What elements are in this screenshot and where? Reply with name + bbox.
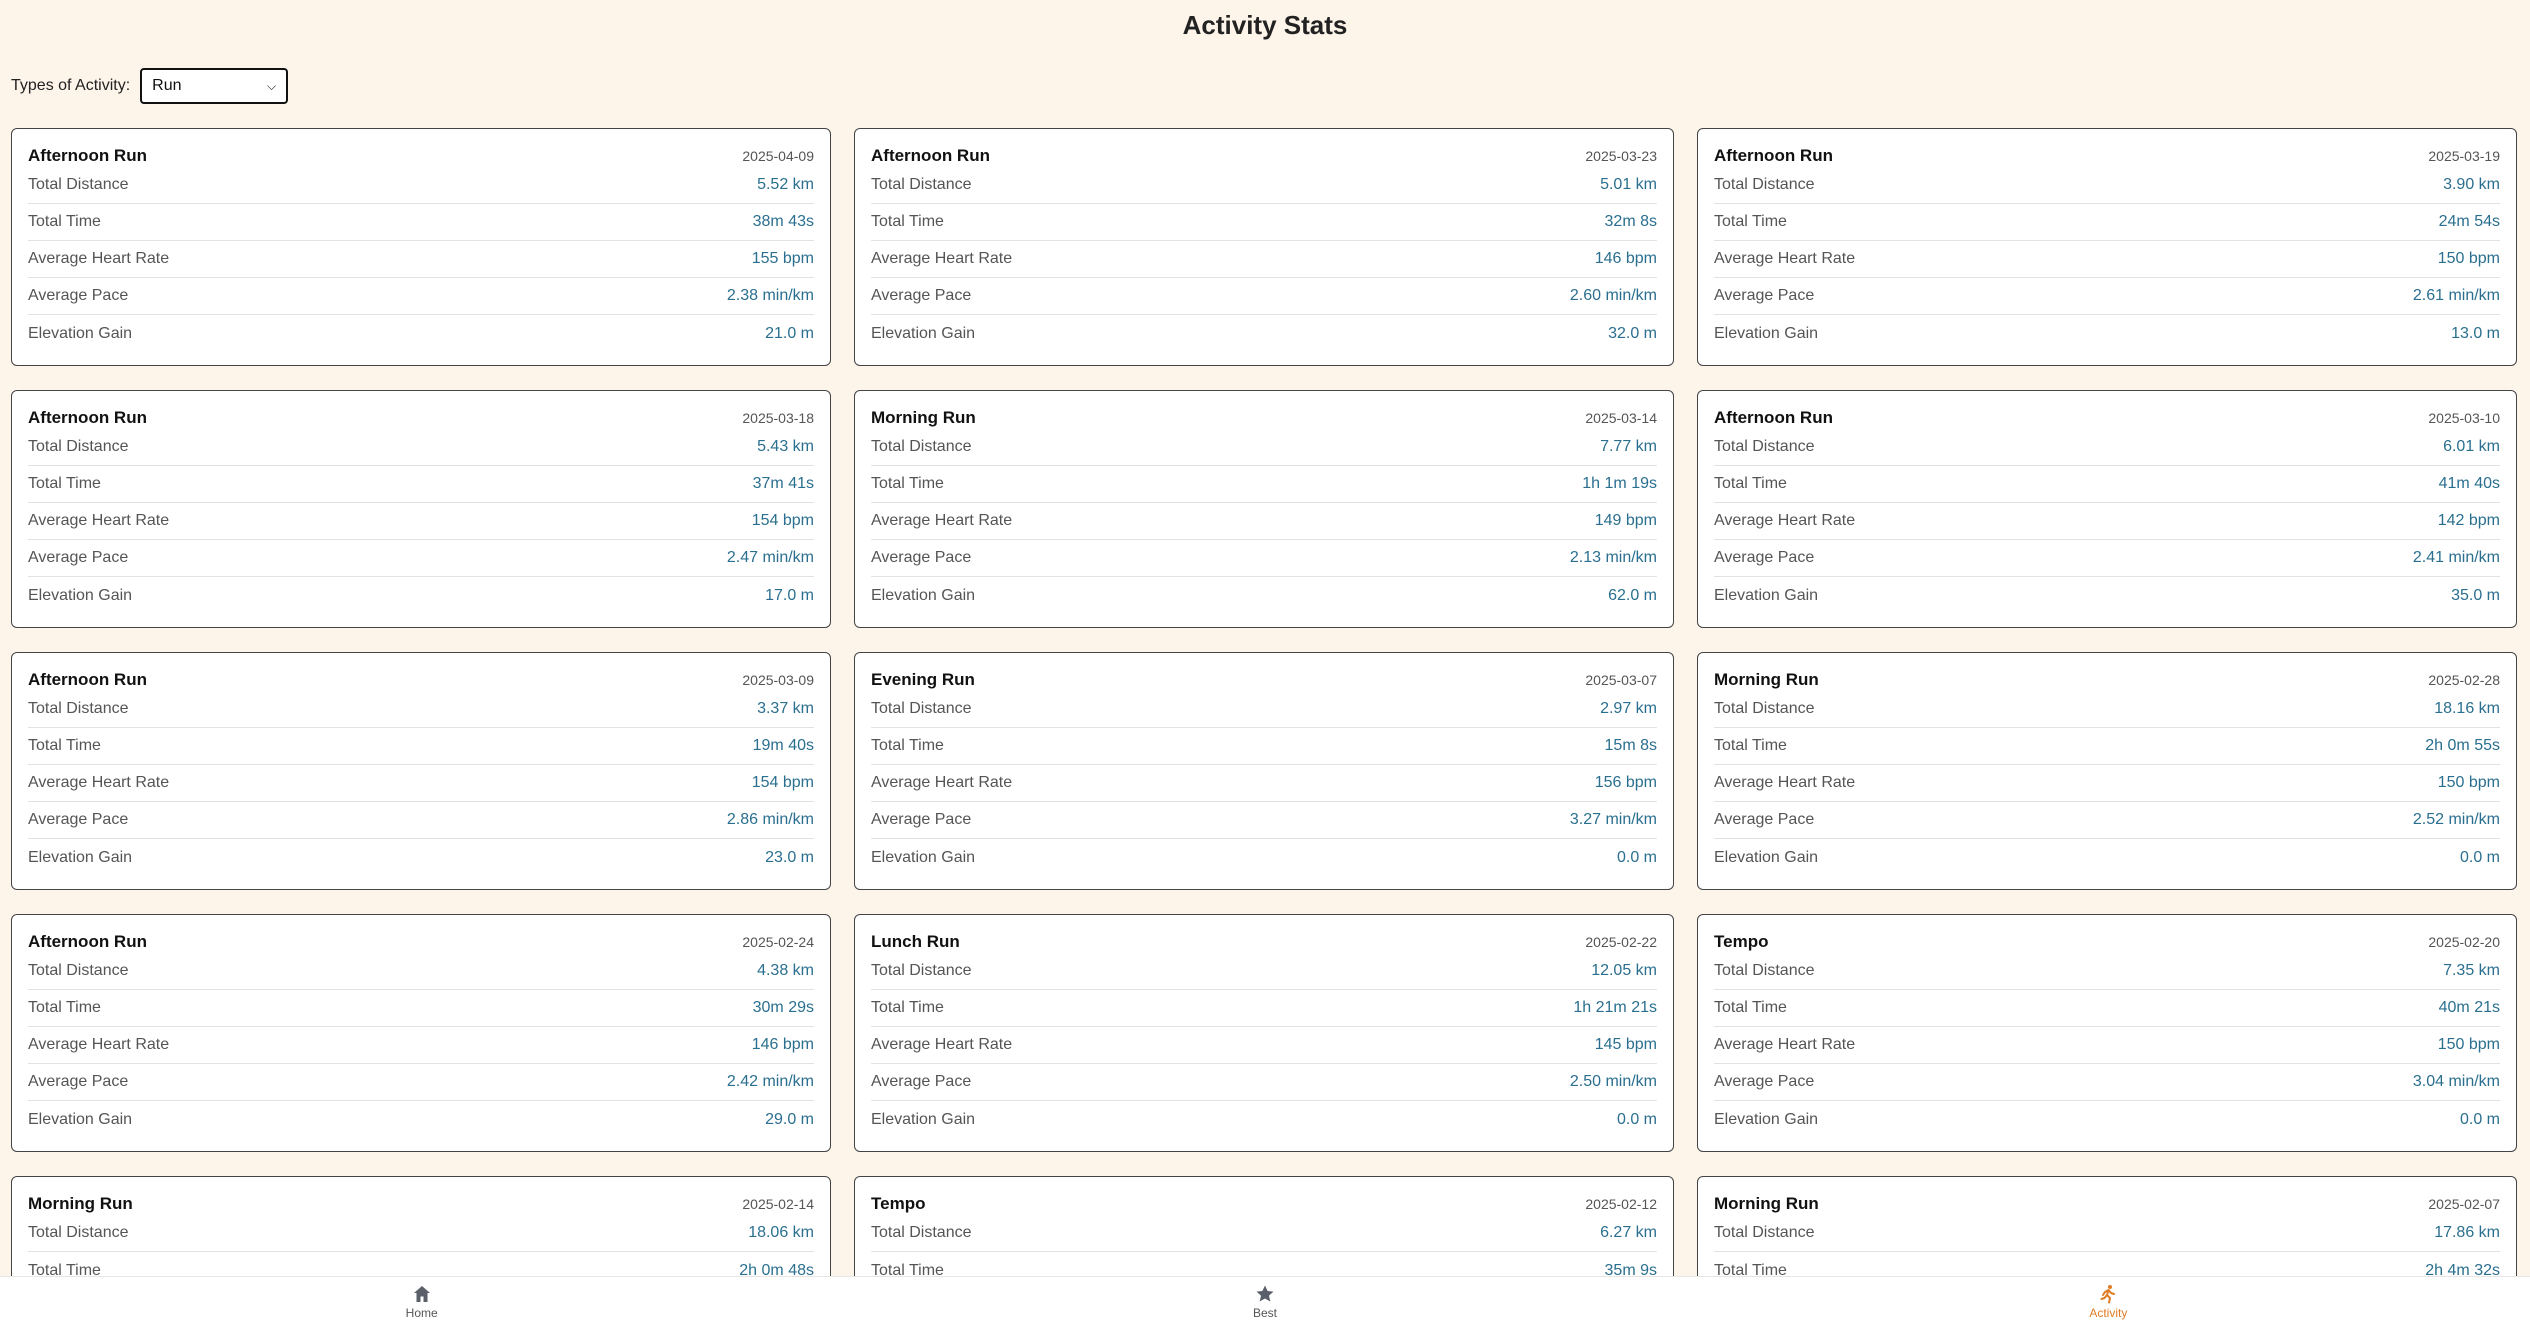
stat-value: 150 bpm	[2437, 774, 2500, 791]
stat-label: Total Distance	[28, 438, 129, 455]
stat-row-pace	[871, 278, 1657, 315]
activity-date: 2025-02-20	[2428, 934, 2500, 950]
stat-value: 13.0 m	[2451, 324, 2500, 342]
stat-row-time	[28, 204, 814, 241]
stat-label: Average Heart Rate	[871, 512, 1013, 529]
stat-value: 2h 4m 32s	[2425, 1261, 2500, 1276]
activity-title: Morning Run	[1714, 670, 1819, 689]
stat-value: 3.37 km	[757, 700, 814, 717]
activity-list[interactable]	[0, 128, 2530, 1276]
stat-label: Total Time	[28, 999, 101, 1016]
stat-row-heart-rate	[871, 1027, 1657, 1064]
nav-best-label: Best	[1252, 1305, 1277, 1320]
stat-row-elevation	[1714, 1101, 2500, 1138]
stat-row-pace	[1714, 1064, 2500, 1101]
stat-label: Average Heart Rate	[871, 774, 1013, 791]
stat-value: 149 bpm	[1594, 512, 1657, 529]
stat-label: Average Pace	[1714, 1073, 1815, 1090]
stat-label: Total Distance	[1714, 700, 1815, 717]
activity-date: 2025-02-24	[742, 934, 814, 950]
stat-value: 7.35 km	[2443, 962, 2500, 979]
stat-value: 2.47 min/km	[726, 549, 814, 566]
card-header	[871, 145, 1657, 167]
stat-row-heart-rate	[28, 1027, 814, 1064]
stat-row-time	[871, 990, 1657, 1027]
stat-value: 6.01 km	[2443, 438, 2500, 455]
stat-label: Total Distance	[1714, 962, 1815, 979]
stat-value: 2.13 min/km	[1569, 549, 1657, 566]
activity-card[interactable]	[11, 652, 831, 890]
activity-date: 2025-02-22	[1585, 934, 1657, 950]
card-header	[871, 669, 1657, 691]
stat-value: 35m 9s	[1604, 1261, 1657, 1276]
stat-row-heart-rate	[871, 503, 1657, 540]
stat-row-elevation	[28, 839, 814, 876]
stat-row-pace	[28, 278, 814, 315]
stat-label: Total Distance	[28, 176, 129, 193]
stat-row-distance	[28, 167, 814, 204]
stat-value: 156 bpm	[1594, 774, 1657, 791]
stat-value: 37m 41s	[752, 475, 814, 492]
activity-card[interactable]	[854, 652, 1674, 890]
activity-title: Morning Run	[871, 408, 976, 427]
stat-label: Elevation Gain	[871, 324, 976, 342]
stat-row-heart-rate	[1714, 241, 2500, 278]
stat-label: Average Pace	[28, 287, 129, 304]
stat-row-heart-rate	[871, 241, 1657, 278]
stat-label: Total Time	[1714, 1261, 1787, 1276]
stat-row-time	[1714, 466, 2500, 503]
stat-value: 12.05 km	[1591, 962, 1657, 979]
activity-card[interactable]	[11, 128, 831, 366]
card-header	[28, 669, 814, 691]
stat-value: 0.0 m	[1616, 1110, 1657, 1128]
card-header	[1714, 669, 2500, 691]
activity-date: 2025-03-14	[1585, 410, 1657, 426]
stat-label: Total Distance	[28, 962, 129, 979]
stat-label: Total Time	[871, 737, 944, 754]
activity-date: 2025-04-09	[742, 148, 814, 164]
stat-value: 2.41 min/km	[2412, 549, 2500, 566]
activity-title: Afternoon Run	[1714, 408, 1833, 427]
stat-row-pace	[1714, 540, 2500, 577]
stat-label: Total Distance	[871, 962, 972, 979]
card-header	[1714, 1193, 2500, 1215]
stat-label: Elevation Gain	[28, 324, 133, 342]
stat-label: Total Distance	[1714, 438, 1815, 455]
stat-value: 6.27 km	[1600, 1224, 1657, 1241]
stat-value: 1h 21m 21s	[1573, 999, 1657, 1016]
stat-row-distance	[871, 691, 1657, 728]
stat-row-pace	[1714, 278, 2500, 315]
activity-type-filter	[11, 68, 288, 104]
chevron-down-icon: ⌵	[267, 78, 277, 93]
stat-row-time	[871, 466, 1657, 503]
stat-row-pace	[871, 540, 1657, 577]
stat-value: 142 bpm	[2437, 512, 2500, 529]
stat-row-elevation	[1714, 577, 2500, 614]
activity-card[interactable]	[1697, 128, 2517, 366]
activity-card[interactable]	[11, 390, 831, 628]
stat-row-pace	[1714, 802, 2500, 839]
stat-row-distance	[1714, 1215, 2500, 1252]
activity-type-selected: Run	[152, 77, 182, 94]
activity-card[interactable]	[854, 914, 1674, 1152]
stat-label: Total Time	[1714, 475, 1787, 492]
stat-value: 5.01 km	[1600, 176, 1657, 193]
stat-value: 41m 40s	[2438, 475, 2500, 492]
card-header	[28, 407, 814, 429]
stat-row-distance	[1714, 953, 2500, 990]
stat-value: 2.50 min/km	[1569, 1073, 1657, 1090]
activity-title: Afternoon Run	[28, 408, 147, 427]
stat-label: Average Heart Rate	[28, 512, 170, 529]
stat-label: Total Time	[871, 213, 944, 230]
activity-type-select[interactable]	[140, 68, 288, 104]
page-title: Activity Stats	[1182, 10, 1348, 40]
stat-row-elevation	[871, 1101, 1657, 1138]
activity-card[interactable]	[854, 390, 1674, 628]
stat-value: 145 bpm	[1594, 1036, 1657, 1053]
stat-label: Total Time	[871, 475, 944, 492]
activity-title: Morning Run	[28, 1194, 133, 1213]
stat-row-elevation	[28, 315, 814, 352]
stat-label: Average Pace	[28, 811, 129, 828]
stat-value: 155 bpm	[751, 250, 814, 267]
nav-home[interactable]	[0, 1277, 843, 1326]
card-header	[28, 1193, 814, 1215]
stat-label: Total Distance	[871, 438, 972, 455]
activity-card[interactable]	[854, 128, 1674, 366]
stat-value: 24m 54s	[2438, 213, 2500, 230]
stat-row-distance	[871, 1215, 1657, 1252]
stat-row-elevation	[28, 1101, 814, 1138]
stat-label: Average Heart Rate	[1714, 774, 1856, 791]
stat-row-heart-rate	[1714, 765, 2500, 802]
stat-value: 0.0 m	[2459, 1110, 2500, 1128]
stat-value: 15m 8s	[1604, 737, 1657, 754]
stat-label: Average Heart Rate	[871, 250, 1013, 267]
stat-label: Total Time	[1714, 213, 1787, 230]
stat-value: 4.38 km	[757, 962, 814, 979]
stat-label: Total Time	[28, 475, 101, 492]
stat-row-distance	[871, 167, 1657, 204]
stat-row-pace	[871, 1064, 1657, 1101]
activity-title: Tempo	[871, 1194, 926, 1213]
nav-home-label: Home	[405, 1305, 438, 1320]
card-header	[1714, 407, 2500, 429]
stat-label: Average Heart Rate	[28, 250, 170, 267]
activity-date: 2025-02-12	[1585, 1196, 1657, 1212]
activity-date: 2025-03-18	[742, 410, 814, 426]
stat-label: Total Time	[28, 737, 101, 754]
stat-label: Elevation Gain	[28, 848, 133, 866]
stat-row-time	[28, 466, 814, 503]
stat-row-heart-rate	[28, 503, 814, 540]
stat-row-distance	[1714, 691, 2500, 728]
stat-label: Elevation Gain	[28, 586, 133, 604]
stat-label: Total Time	[1714, 999, 1787, 1016]
stat-label: Total Time	[871, 1261, 944, 1276]
stat-row-elevation	[871, 315, 1657, 352]
stat-row-time	[1714, 728, 2500, 765]
runner-icon	[2098, 1284, 2118, 1304]
stat-value: 3.90 km	[2443, 176, 2500, 193]
stat-label: Elevation Gain	[1714, 586, 1819, 604]
nav-activity-label: Activity	[2089, 1305, 2128, 1320]
stat-label: Average Heart Rate	[28, 1036, 170, 1053]
stat-label: Average Pace	[871, 1073, 972, 1090]
stat-row-distance	[1714, 167, 2500, 204]
stat-row-distance	[28, 429, 814, 466]
stat-value: 154 bpm	[751, 512, 814, 529]
stat-value: 32m 8s	[1604, 213, 1657, 230]
stat-row-elevation	[871, 577, 1657, 614]
activity-title: Tempo	[1714, 932, 1769, 951]
stat-row-time	[28, 1252, 814, 1276]
stat-value: 2.61 min/km	[2412, 287, 2500, 304]
stat-value: 17.86 km	[2434, 1224, 2500, 1241]
card-header	[1714, 145, 2500, 167]
stat-row-pace	[28, 802, 814, 839]
activity-card[interactable]	[1697, 914, 2517, 1152]
stat-row-time	[1714, 204, 2500, 241]
activity-card[interactable]	[11, 1176, 831, 1276]
stat-value: 17.0 m	[765, 586, 814, 604]
stat-label: Elevation Gain	[871, 848, 976, 866]
activity-date: 2025-03-09	[742, 672, 814, 688]
stat-row-pace	[28, 1064, 814, 1101]
stat-label: Total Distance	[871, 700, 972, 717]
stat-value: 0.0 m	[1616, 848, 1657, 866]
stat-value: 3.27 min/km	[1569, 811, 1657, 828]
stat-row-elevation	[1714, 839, 2500, 876]
activity-card[interactable]	[1697, 1176, 2517, 1276]
stat-label: Average Heart Rate	[1714, 1036, 1856, 1053]
stat-value: 30m 29s	[752, 999, 814, 1016]
stat-value: 38m 43s	[752, 213, 814, 230]
stat-value: 2.60 min/km	[1569, 287, 1657, 304]
stat-value: 150 bpm	[2437, 250, 2500, 267]
stat-row-time	[1714, 990, 2500, 1027]
stat-row-distance	[28, 1215, 814, 1252]
stat-value: 18.16 km	[2434, 700, 2500, 717]
stat-row-distance	[871, 953, 1657, 990]
activity-date: 2025-03-19	[2428, 148, 2500, 164]
stat-value: 2.52 min/km	[2412, 811, 2500, 828]
stat-label: Total Time	[28, 213, 101, 230]
stat-label: Average Heart Rate	[871, 1036, 1013, 1053]
nav-activity[interactable]	[1687, 1277, 2530, 1326]
stat-value: 2h 0m 55s	[2425, 737, 2500, 754]
stat-label: Total Time	[871, 999, 944, 1016]
stat-label: Elevation Gain	[1714, 1110, 1819, 1128]
activity-title: Afternoon Run	[28, 146, 147, 165]
activity-card[interactable]	[11, 914, 831, 1152]
home-icon	[412, 1284, 432, 1304]
stat-row-distance	[1714, 429, 2500, 466]
stat-label: Average Heart Rate	[1714, 512, 1856, 529]
stat-value: 18.06 km	[748, 1224, 814, 1241]
activity-date: 2025-02-14	[742, 1196, 814, 1212]
stat-value: 150 bpm	[2437, 1036, 2500, 1053]
stat-value: 146 bpm	[751, 1036, 814, 1053]
stat-value: 19m 40s	[752, 737, 814, 754]
stat-value: 23.0 m	[765, 848, 814, 866]
activity-title: Afternoon Run	[1714, 146, 1833, 165]
nav-best[interactable]	[843, 1277, 1686, 1326]
stat-label: Average Pace	[1714, 287, 1815, 304]
stat-value: 40m 21s	[2438, 999, 2500, 1016]
stat-label: Elevation Gain	[1714, 848, 1819, 866]
stat-value: 2.38 min/km	[726, 287, 814, 304]
card-header	[871, 407, 1657, 429]
stat-label: Total Distance	[28, 1224, 129, 1241]
stat-row-heart-rate	[28, 241, 814, 278]
stat-label: Average Pace	[1714, 811, 1815, 828]
stat-value: 32.0 m	[1608, 324, 1657, 342]
stat-value: 29.0 m	[765, 1110, 814, 1128]
stat-label: Average Pace	[28, 549, 129, 566]
stat-label: Elevation Gain	[871, 586, 976, 604]
stat-row-elevation	[1714, 315, 2500, 352]
stat-row-time	[871, 1252, 1657, 1276]
activity-card[interactable]	[854, 1176, 1674, 1276]
stat-row-distance	[871, 429, 1657, 466]
activity-title: Afternoon Run	[28, 932, 147, 951]
stat-value: 0.0 m	[2459, 848, 2500, 866]
stat-label: Total Distance	[1714, 1224, 1815, 1241]
stat-row-elevation	[871, 839, 1657, 876]
card-header	[871, 931, 1657, 953]
card-header	[28, 931, 814, 953]
stat-label: Average Pace	[871, 287, 972, 304]
stat-value: 2.97 km	[1600, 700, 1657, 717]
activity-grid	[11, 128, 2517, 1276]
stat-label: Average Pace	[1714, 549, 1815, 566]
stat-label: Elevation Gain	[28, 1110, 133, 1128]
stat-label: Total Distance	[871, 1224, 972, 1241]
activity-date: 2025-03-10	[2428, 410, 2500, 426]
activity-title: Lunch Run	[871, 932, 960, 951]
stat-row-heart-rate	[28, 765, 814, 802]
stat-value: 3.04 min/km	[2412, 1073, 2500, 1090]
star-icon	[1255, 1284, 1275, 1304]
stat-label: Average Pace	[871, 549, 972, 566]
stat-row-heart-rate	[871, 765, 1657, 802]
activity-title: Evening Run	[871, 670, 975, 689]
stat-value: 2.86 min/km	[726, 811, 814, 828]
stat-label: Average Pace	[871, 811, 972, 828]
stat-row-distance	[28, 691, 814, 728]
stat-row-pace	[871, 802, 1657, 839]
stat-label: Total Time	[28, 1261, 101, 1276]
stat-label: Total Distance	[871, 176, 972, 193]
stat-value: 62.0 m	[1608, 586, 1657, 604]
stat-row-heart-rate	[1714, 1027, 2500, 1064]
stat-label: Total Distance	[1714, 176, 1815, 193]
stat-row-time	[28, 990, 814, 1027]
stat-value: 5.52 km	[757, 176, 814, 193]
stat-row-heart-rate	[1714, 503, 2500, 540]
stat-label: Average Heart Rate	[28, 774, 170, 791]
activity-title: Afternoon Run	[28, 670, 147, 689]
stat-value: 21.0 m	[765, 324, 814, 342]
stat-value: 2h 0m 48s	[739, 1261, 814, 1276]
stat-value: 146 bpm	[1594, 250, 1657, 267]
stat-label: Total Distance	[28, 700, 129, 717]
stat-row-elevation	[28, 577, 814, 614]
stat-value: 7.77 km	[1600, 438, 1657, 455]
activity-date: 2025-03-07	[1585, 672, 1657, 688]
stat-row-time	[871, 204, 1657, 241]
stat-value: 35.0 m	[2451, 586, 2500, 604]
card-header	[871, 1193, 1657, 1215]
stat-label: Average Heart Rate	[1714, 250, 1856, 267]
card-header	[28, 145, 814, 167]
stat-value: 154 bpm	[751, 774, 814, 791]
bottom-nav	[0, 1276, 2530, 1326]
stat-label: Elevation Gain	[871, 1110, 976, 1128]
filter-label: Types of Activity:	[11, 77, 131, 94]
activity-card[interactable]	[1697, 390, 2517, 628]
stat-value: 5.43 km	[757, 438, 814, 455]
stat-row-time	[871, 728, 1657, 765]
activity-card[interactable]	[1697, 652, 2517, 890]
stat-value: 1h 1m 19s	[1582, 475, 1657, 492]
activity-date: 2025-03-23	[1585, 148, 1657, 164]
activity-date: 2025-02-28	[2428, 672, 2500, 688]
stat-label: Total Time	[1714, 737, 1787, 754]
activity-title: Morning Run	[1714, 1194, 1819, 1213]
stat-row-distance	[28, 953, 814, 990]
activity-date: 2025-02-07	[2428, 1196, 2500, 1212]
card-header	[1714, 931, 2500, 953]
stat-row-pace	[28, 540, 814, 577]
stat-value: 2.42 min/km	[726, 1073, 814, 1090]
activity-title: Afternoon Run	[871, 146, 990, 165]
stat-row-time	[1714, 1252, 2500, 1276]
stat-row-time	[28, 728, 814, 765]
stat-label: Average Pace	[28, 1073, 129, 1090]
stat-label: Elevation Gain	[1714, 324, 1819, 342]
